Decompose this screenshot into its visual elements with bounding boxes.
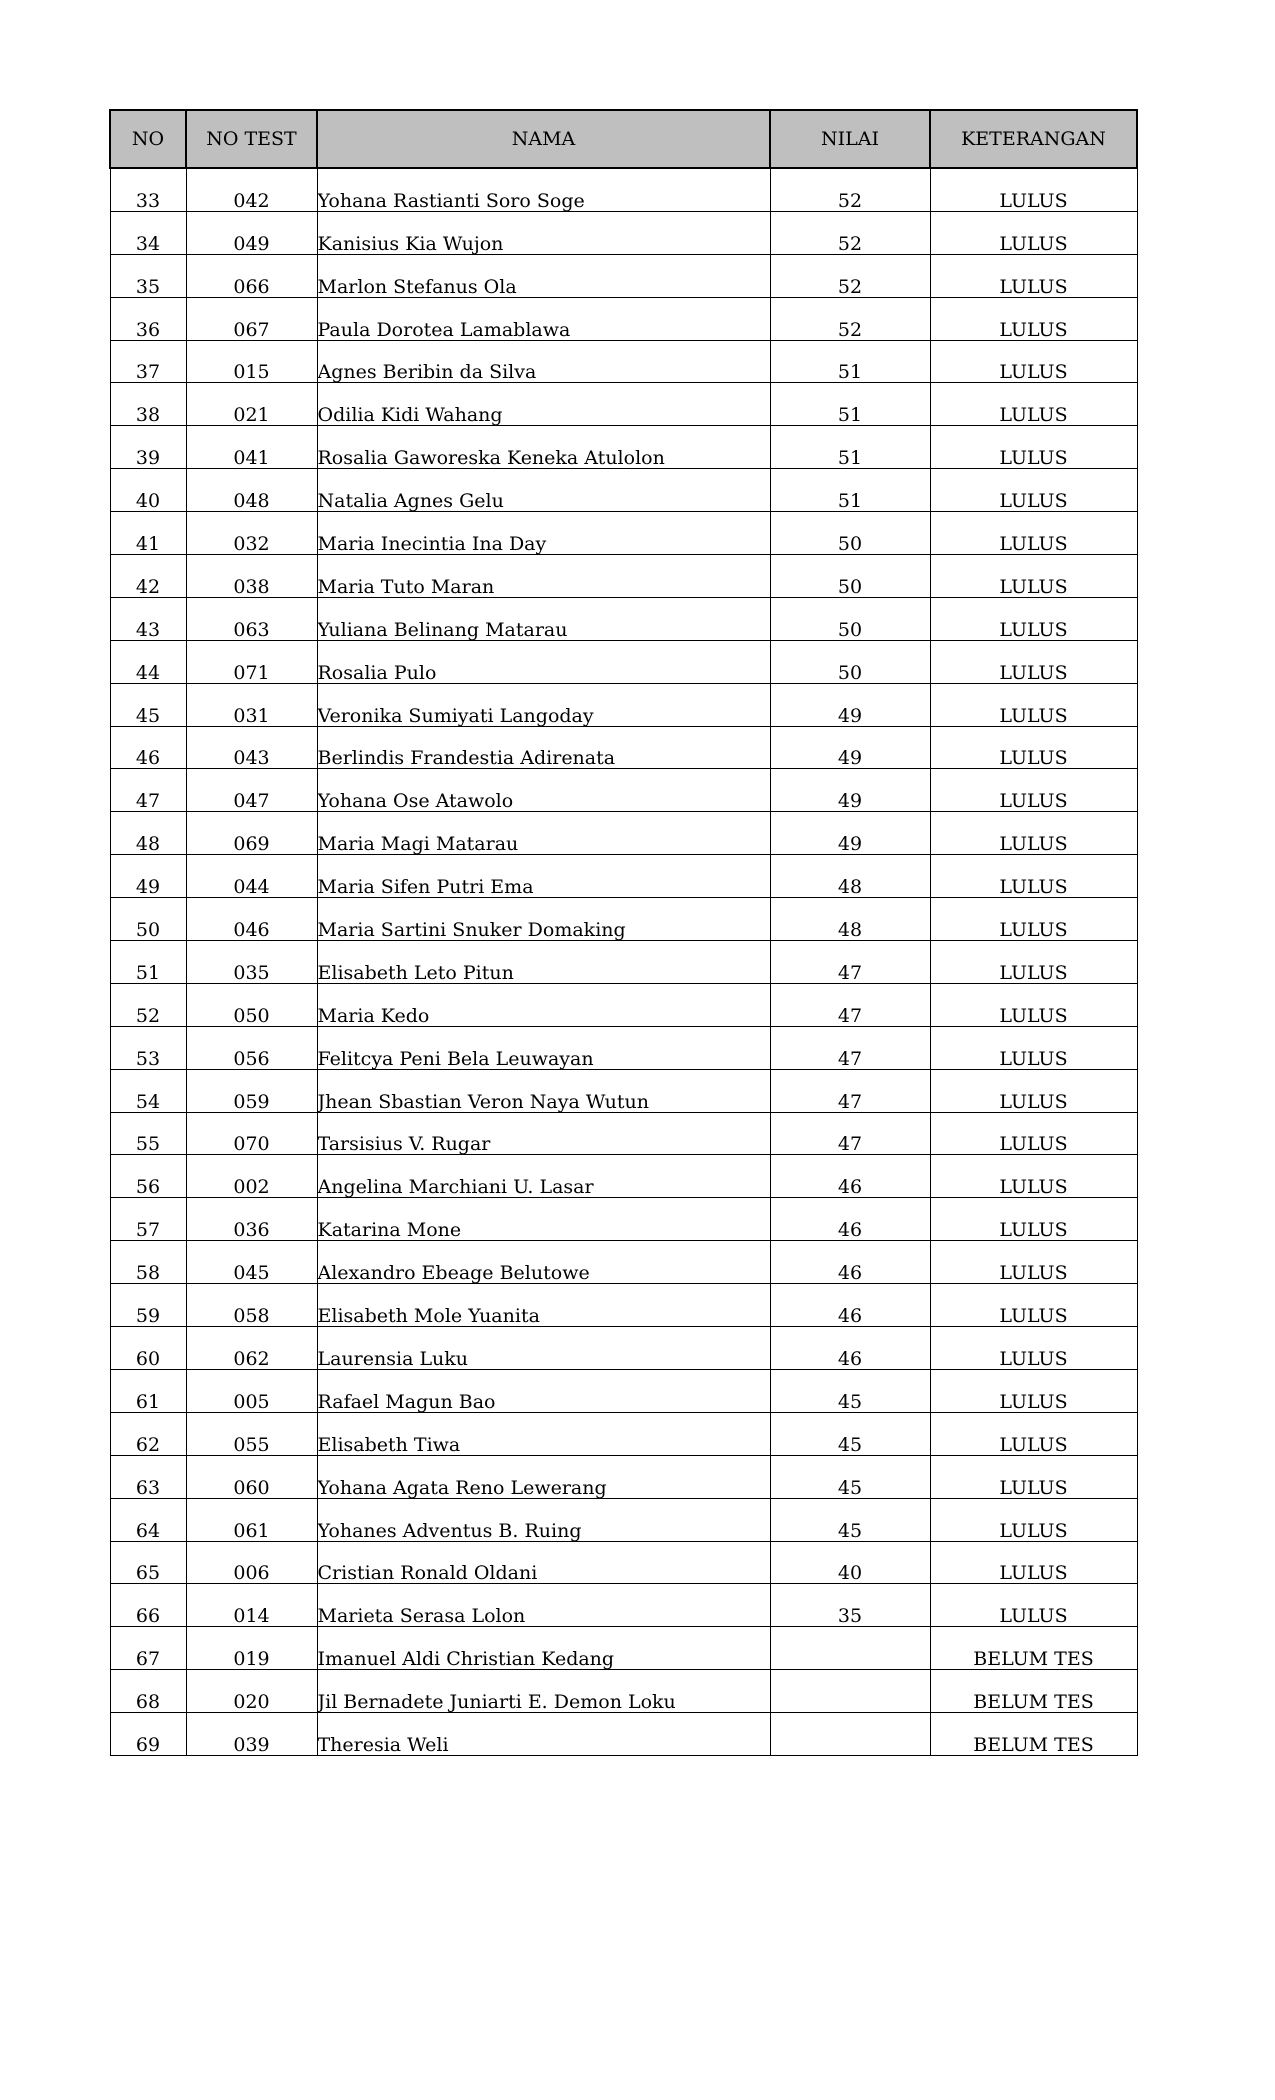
cell-keterangan: LULUS — [930, 426, 1137, 469]
cell-no-test: 005 — [186, 1369, 317, 1412]
cell-nama: Berlindis Frandestia Adirenata — [317, 726, 770, 769]
cell-keterangan: LULUS — [930, 769, 1137, 812]
table-row — [110, 340, 1137, 383]
cell-nama: Marieta Serasa Lolon — [317, 1584, 770, 1627]
cell-nama: Maria Inecintia Ina Day — [317, 512, 770, 555]
cell-keterangan: BELUM TES — [930, 1627, 1137, 1670]
cell-no: 42 — [110, 555, 186, 598]
cell-keterangan: LULUS — [930, 1112, 1137, 1155]
table-row — [110, 812, 1137, 855]
table-row — [110, 1026, 1137, 1069]
table-row — [110, 1713, 1137, 1756]
cell-keterangan: LULUS — [930, 1412, 1137, 1455]
cell-keterangan: LULUS — [930, 898, 1137, 941]
cell-no: 55 — [110, 1112, 186, 1155]
cell-keterangan: BELUM TES — [930, 1670, 1137, 1713]
cell-no: 41 — [110, 512, 186, 555]
cell-no: 51 — [110, 941, 186, 984]
cell-keterangan: LULUS — [930, 1455, 1137, 1498]
cell-nilai: 47 — [770, 983, 930, 1026]
cell-no-test: 048 — [186, 469, 317, 512]
cell-nama: Rafael Magun Bao — [317, 1369, 770, 1412]
cell-nilai: 46 — [770, 1241, 930, 1284]
table-row — [110, 983, 1137, 1026]
cell-no: 50 — [110, 898, 186, 941]
cell-no-test: 055 — [186, 1412, 317, 1455]
cell-nilai: 46 — [770, 1327, 930, 1370]
cell-no-test: 002 — [186, 1155, 317, 1198]
cell-keterangan: LULUS — [930, 297, 1137, 340]
cell-no: 39 — [110, 426, 186, 469]
cell-keterangan: LULUS — [930, 211, 1137, 254]
cell-nilai: 49 — [770, 726, 930, 769]
cell-nilai: 50 — [770, 640, 930, 683]
cell-no: 63 — [110, 1455, 186, 1498]
cell-keterangan: LULUS — [930, 812, 1137, 855]
cell-keterangan: LULUS — [930, 512, 1137, 555]
cell-nama: Paula Dorotea Lamablawa — [317, 297, 770, 340]
cell-nama: Maria Sifen Putri Ema — [317, 855, 770, 898]
cell-nama: Elisabeth Mole Yuanita — [317, 1284, 770, 1327]
table-row — [110, 1241, 1137, 1284]
cell-no-test: 070 — [186, 1112, 317, 1155]
cell-no-test: 061 — [186, 1498, 317, 1541]
table-row — [110, 1112, 1137, 1155]
cell-nilai: 45 — [770, 1412, 930, 1455]
cell-no-test: 015 — [186, 340, 317, 383]
cell-no-test: 020 — [186, 1670, 317, 1713]
cell-nama: Felitcya Peni Bela Leuwayan — [317, 1026, 770, 1069]
cell-nilai: 51 — [770, 383, 930, 426]
cell-nilai: 49 — [770, 812, 930, 855]
cell-keterangan: LULUS — [930, 1327, 1137, 1370]
cell-no-test: 038 — [186, 555, 317, 598]
cell-nilai — [770, 1627, 930, 1670]
cell-keterangan: LULUS — [930, 597, 1137, 640]
cell-no: 56 — [110, 1155, 186, 1198]
cell-nama: Alexandro Ebeage Belutowe — [317, 1241, 770, 1284]
cell-nama: Maria Kedo — [317, 983, 770, 1026]
cell-no-test: 058 — [186, 1284, 317, 1327]
cell-nama: Yohana Agata Reno Lewerang — [317, 1455, 770, 1498]
cell-no-test: 063 — [186, 597, 317, 640]
cell-nilai: 50 — [770, 512, 930, 555]
cell-nama: Elisabeth Leto Pitun — [317, 941, 770, 984]
table-row — [110, 1155, 1137, 1198]
table-row — [110, 898, 1137, 941]
cell-no-test: 019 — [186, 1627, 317, 1670]
cell-no-test: 050 — [186, 983, 317, 1026]
cell-no: 47 — [110, 769, 186, 812]
cell-no: 57 — [110, 1198, 186, 1241]
cell-nilai: 47 — [770, 941, 930, 984]
cell-nama: Maria Magi Matarau — [317, 812, 770, 855]
cell-nilai: 51 — [770, 469, 930, 512]
cell-keterangan: LULUS — [930, 1155, 1137, 1198]
cell-keterangan: LULUS — [930, 983, 1137, 1026]
table-body — [110, 168, 1137, 1755]
cell-nama: Kanisius Kia Wujon — [317, 211, 770, 254]
table-row — [110, 211, 1137, 254]
cell-keterangan: LULUS — [930, 1498, 1137, 1541]
cell-nama: Imanuel Aldi Christian Kedang — [317, 1627, 770, 1670]
cell-nilai — [770, 1713, 930, 1756]
header-no-test: NO TEST — [186, 110, 317, 168]
cell-no: 53 — [110, 1026, 186, 1069]
cell-nilai: 48 — [770, 898, 930, 941]
cell-no-test: 032 — [186, 512, 317, 555]
cell-no: 67 — [110, 1627, 186, 1670]
cell-nama: Agnes Beribin da Silva — [317, 340, 770, 383]
cell-no: 49 — [110, 855, 186, 898]
header-no: NO — [110, 110, 186, 168]
cell-nilai: 50 — [770, 555, 930, 598]
cell-nilai: 51 — [770, 426, 930, 469]
cell-keterangan: LULUS — [930, 1241, 1137, 1284]
cell-nama: Maria Sartini Snuker Domaking — [317, 898, 770, 941]
cell-nilai: 35 — [770, 1584, 930, 1627]
cell-keterangan: LULUS — [930, 1026, 1137, 1069]
cell-nilai: 51 — [770, 340, 930, 383]
table-header — [110, 110, 1137, 168]
cell-no-test: 036 — [186, 1198, 317, 1241]
table-row — [110, 1455, 1137, 1498]
cell-nama: Rosalia Gaworeska Keneka Atulolon — [317, 426, 770, 469]
cell-no-test: 039 — [186, 1713, 317, 1756]
cell-nilai: 45 — [770, 1455, 930, 1498]
cell-no-test: 056 — [186, 1026, 317, 1069]
table-row — [110, 1327, 1137, 1370]
cell-no: 38 — [110, 383, 186, 426]
cell-nama: Tarsisius V. Rugar — [317, 1112, 770, 1155]
cell-no: 37 — [110, 340, 186, 383]
table-row — [110, 1369, 1137, 1412]
table-row — [110, 1412, 1137, 1455]
cell-nilai: 52 — [770, 254, 930, 297]
cell-no: 34 — [110, 211, 186, 254]
cell-no-test: 059 — [186, 1069, 317, 1112]
table-row — [110, 555, 1137, 598]
cell-nilai: 52 — [770, 297, 930, 340]
cell-no: 61 — [110, 1369, 186, 1412]
table-row — [110, 1584, 1137, 1627]
cell-nama: Veronika Sumiyati Langoday — [317, 683, 770, 726]
cell-nama: Yohana Ose Atawolo — [317, 769, 770, 812]
cell-no-test: 062 — [186, 1327, 317, 1370]
cell-nama: Natalia Agnes Gelu — [317, 469, 770, 512]
table-row — [110, 297, 1137, 340]
cell-no-test: 042 — [186, 168, 317, 211]
cell-nilai: 47 — [770, 1026, 930, 1069]
cell-nilai: 45 — [770, 1369, 930, 1412]
cell-no: 62 — [110, 1412, 186, 1455]
cell-no: 44 — [110, 640, 186, 683]
cell-keterangan: LULUS — [930, 855, 1137, 898]
cell-no: 64 — [110, 1498, 186, 1541]
table-row — [110, 1627, 1137, 1670]
cell-keterangan: LULUS — [930, 726, 1137, 769]
cell-no: 58 — [110, 1241, 186, 1284]
cell-keterangan: LULUS — [930, 555, 1137, 598]
cell-keterangan: LULUS — [930, 1198, 1137, 1241]
cell-no: 60 — [110, 1327, 186, 1370]
cell-keterangan: LULUS — [930, 469, 1137, 512]
cell-nama: Yohanes Adventus B. Ruing — [317, 1498, 770, 1541]
table-row — [110, 1541, 1137, 1584]
cell-nilai: 52 — [770, 168, 930, 211]
cell-no-test: 035 — [186, 941, 317, 984]
cell-keterangan: LULUS — [930, 383, 1137, 426]
cell-nilai: 47 — [770, 1069, 930, 1112]
table-row — [110, 683, 1137, 726]
cell-no-test: 046 — [186, 898, 317, 941]
header-nama: NAMA — [317, 110, 770, 168]
cell-no: 69 — [110, 1713, 186, 1756]
table-row — [110, 512, 1137, 555]
cell-keterangan: LULUS — [930, 640, 1137, 683]
cell-no-test: 045 — [186, 1241, 317, 1284]
cell-nama: Angelina Marchiani U. Lasar — [317, 1155, 770, 1198]
header-row — [110, 110, 1137, 168]
cell-nilai: 45 — [770, 1498, 930, 1541]
cell-nilai: 46 — [770, 1155, 930, 1198]
cell-no-test: 031 — [186, 683, 317, 726]
cell-no-test: 041 — [186, 426, 317, 469]
cell-keterangan: LULUS — [930, 1369, 1137, 1412]
cell-no-test: 014 — [186, 1584, 317, 1627]
cell-nilai: 48 — [770, 855, 930, 898]
cell-nilai: 46 — [770, 1198, 930, 1241]
table-row — [110, 383, 1137, 426]
cell-no: 54 — [110, 1069, 186, 1112]
cell-no: 40 — [110, 469, 186, 512]
cell-nama: Katarina Mone — [317, 1198, 770, 1241]
table-row — [110, 597, 1137, 640]
cell-nama: Odilia Kidi Wahang — [317, 383, 770, 426]
cell-keterangan: LULUS — [930, 1541, 1137, 1584]
cell-nama: Yuliana Belinang Matarau — [317, 597, 770, 640]
cell-no: 66 — [110, 1584, 186, 1627]
cell-nama: Marlon Stefanus Ola — [317, 254, 770, 297]
table-row — [110, 1284, 1137, 1327]
cell-no-test: 069 — [186, 812, 317, 855]
cell-nilai: 52 — [770, 211, 930, 254]
table-row — [110, 769, 1137, 812]
cell-keterangan: LULUS — [930, 941, 1137, 984]
table-row — [110, 640, 1137, 683]
cell-nilai: 49 — [770, 683, 930, 726]
table-row — [110, 1069, 1137, 1112]
cell-nilai: 50 — [770, 597, 930, 640]
cell-keterangan: LULUS — [930, 683, 1137, 726]
cell-keterangan: LULUS — [930, 168, 1137, 211]
cell-no: 43 — [110, 597, 186, 640]
header-keterangan: KETERANGAN — [930, 110, 1137, 168]
cell-nama: Theresia Weli — [317, 1713, 770, 1756]
cell-keterangan: LULUS — [930, 340, 1137, 383]
cell-no-test: 060 — [186, 1455, 317, 1498]
cell-nama: Yohana Rastianti Soro Soge — [317, 168, 770, 211]
cell-no: 33 — [110, 168, 186, 211]
cell-no: 35 — [110, 254, 186, 297]
table-row — [110, 1198, 1137, 1241]
table-row — [110, 469, 1137, 512]
cell-no: 45 — [110, 683, 186, 726]
cell-no: 52 — [110, 983, 186, 1026]
cell-nilai — [770, 1670, 930, 1713]
cell-keterangan: LULUS — [930, 254, 1137, 297]
cell-nama: Laurensia Luku — [317, 1327, 770, 1370]
table-row — [110, 1670, 1137, 1713]
cell-no-test: 044 — [186, 855, 317, 898]
cell-keterangan: BELUM TES — [930, 1713, 1137, 1756]
cell-no: 36 — [110, 297, 186, 340]
cell-nama: Maria Tuto Maran — [317, 555, 770, 598]
table-row — [110, 1498, 1137, 1541]
results-table — [109, 109, 1138, 1756]
cell-no-test: 071 — [186, 640, 317, 683]
header-nilai: NILAI — [770, 110, 930, 168]
cell-no-test: 049 — [186, 211, 317, 254]
cell-nama: Jil Bernadete Juniarti E. Demon Loku — [317, 1670, 770, 1713]
cell-no-test: 047 — [186, 769, 317, 812]
cell-nilai: 46 — [770, 1284, 930, 1327]
cell-nilai: 47 — [770, 1112, 930, 1155]
cell-no-test: 006 — [186, 1541, 317, 1584]
cell-no: 65 — [110, 1541, 186, 1584]
cell-no: 68 — [110, 1670, 186, 1713]
cell-keterangan: LULUS — [930, 1584, 1137, 1627]
table-row — [110, 168, 1137, 211]
cell-nilai: 49 — [770, 769, 930, 812]
cell-nama: Jhean Sbastian Veron Naya Wutun — [317, 1069, 770, 1112]
cell-nama: Rosalia Pulo — [317, 640, 770, 683]
table-row — [110, 426, 1137, 469]
cell-no-test: 066 — [186, 254, 317, 297]
table-row — [110, 941, 1137, 984]
table-row — [110, 855, 1137, 898]
table-row — [110, 254, 1137, 297]
cell-keterangan: LULUS — [930, 1069, 1137, 1112]
table-row — [110, 726, 1137, 769]
cell-nama: Cristian Ronald Oldani — [317, 1541, 770, 1584]
cell-no: 59 — [110, 1284, 186, 1327]
cell-nama: Elisabeth Tiwa — [317, 1412, 770, 1455]
cell-nilai: 40 — [770, 1541, 930, 1584]
cell-no: 46 — [110, 726, 186, 769]
cell-no-test: 043 — [186, 726, 317, 769]
cell-no-test: 067 — [186, 297, 317, 340]
cell-no-test: 021 — [186, 383, 317, 426]
cell-keterangan: LULUS — [930, 1284, 1137, 1327]
cell-no: 48 — [110, 812, 186, 855]
